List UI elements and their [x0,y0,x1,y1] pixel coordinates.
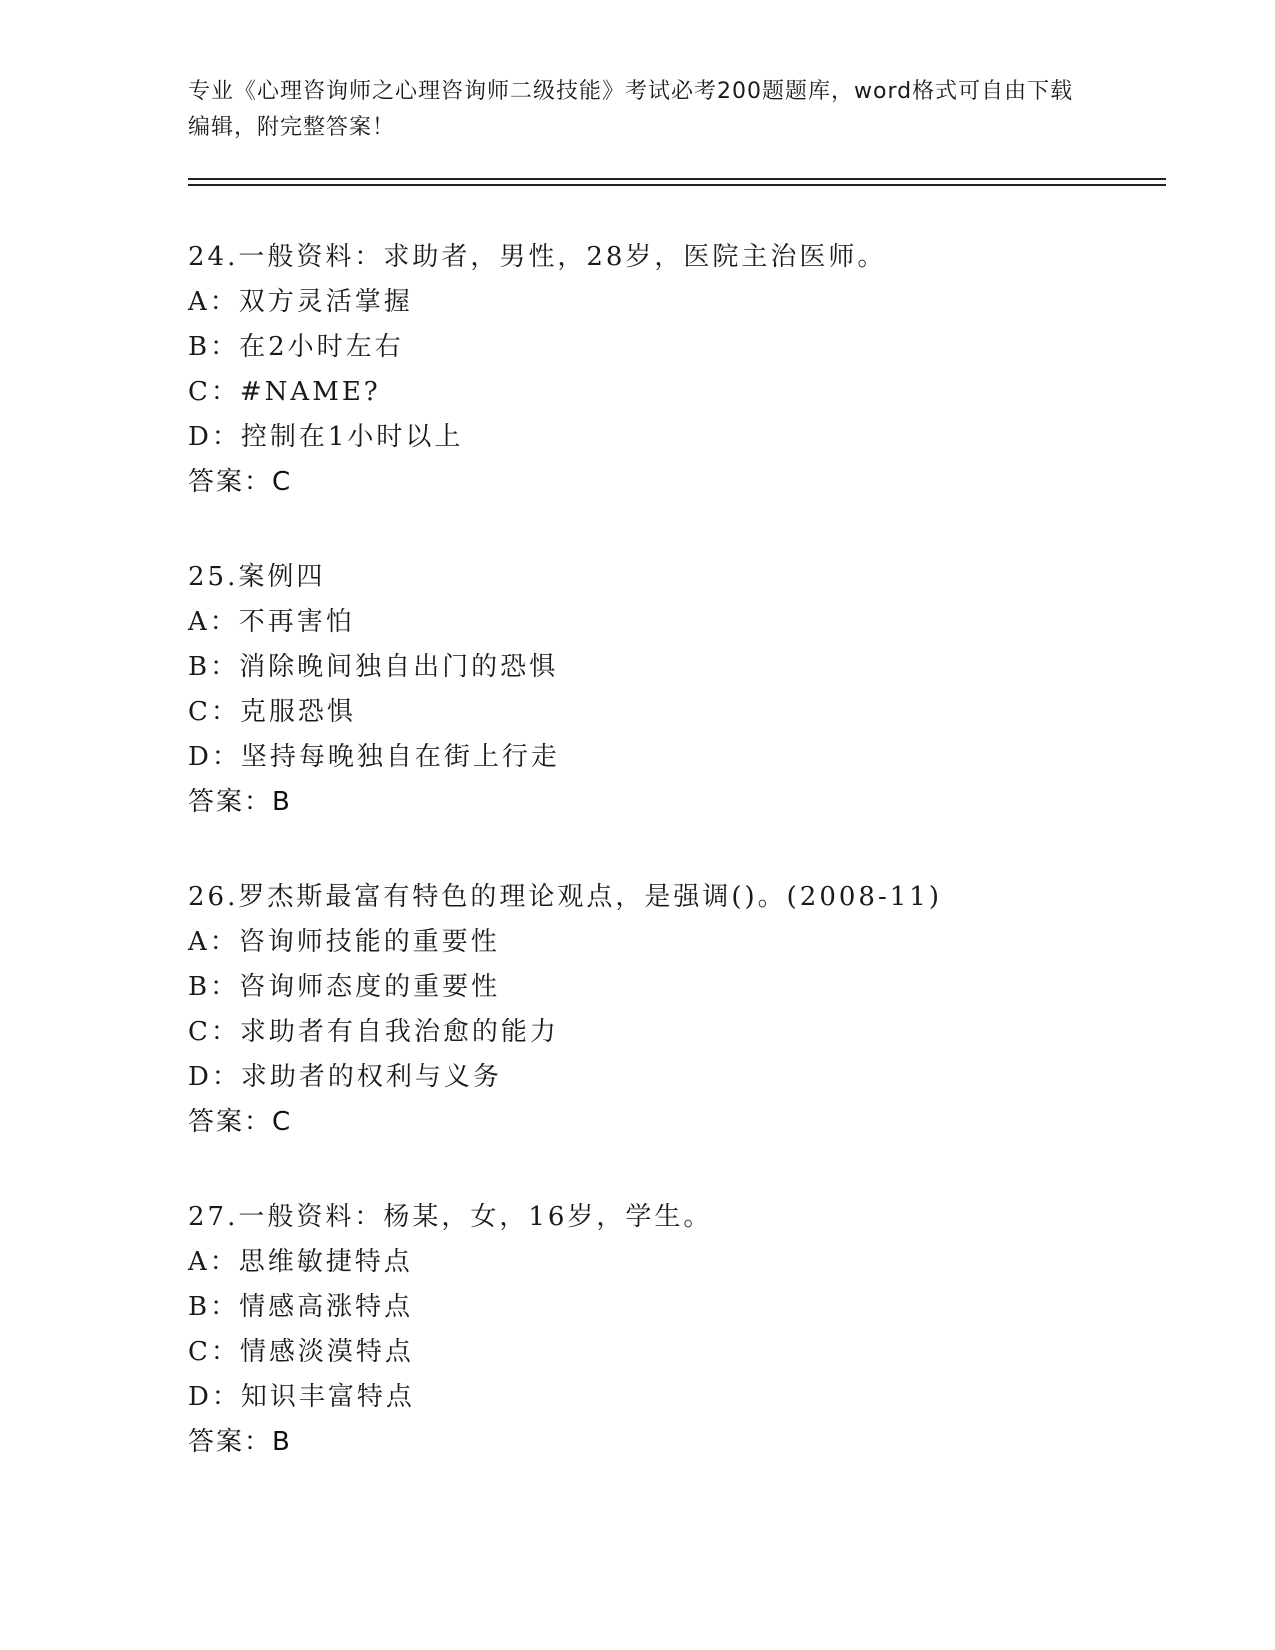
answer: 答案：C [188,467,293,497]
answer: 答案：B [188,787,292,817]
question-stem: 24.一般资料：求助者，男性，28岁，医院主治医师。 [188,242,887,272]
option-b: B：咨询师态度的重要性 [188,972,501,1002]
question-stem: 26.罗杰斯最富有特色的理论观点，是强调()。(2008-11) [188,882,942,912]
option-d: D：坚持每晚独自在街上行走 [188,742,560,772]
header-divider-bottom [188,184,1166,186]
question-25 [188,555,1188,825]
option-b: B：在2小时左右 [188,332,404,362]
option-d: D：求助者的权利与义务 [188,1062,502,1092]
option-c: C：情感淡漠特点 [188,1337,414,1367]
option-c: C：克服恐惧 [188,697,356,727]
option-c: C：求助者有自我治愈的能力 [188,1017,559,1047]
document-header: 专业《心理咨询师之心理咨询师二级技能》考试必考200题题库，word格式可自由下载编辑，附完整答案！ [188,79,1074,140]
option-a: A：双方灵活掌握 [188,287,413,317]
question-stem: 27.一般资料：杨某，女，16岁，学生。 [188,1202,713,1232]
option-b: B：消除晚间独自出门的恐惧 [188,652,559,682]
question-24 [188,235,1188,505]
option-a: A：咨询师技能的重要性 [188,927,500,957]
question-stem: 25.案例四 [188,562,326,592]
option-b: B：情感高涨特点 [188,1292,414,1322]
option-a: A：思维敏捷特点 [188,1247,413,1277]
option-a: A：不再害怕 [188,607,355,637]
answer: 答案：B [188,1427,292,1457]
option-d: D：知识丰富特点 [188,1382,415,1412]
option-d: D：控制在1小时以上 [188,422,464,452]
question-27 [188,1195,1188,1465]
answer: 答案：C [188,1107,293,1137]
header-divider-top [188,178,1166,180]
question-26 [188,875,1188,1145]
option-c: C：#NAME? [188,377,381,407]
